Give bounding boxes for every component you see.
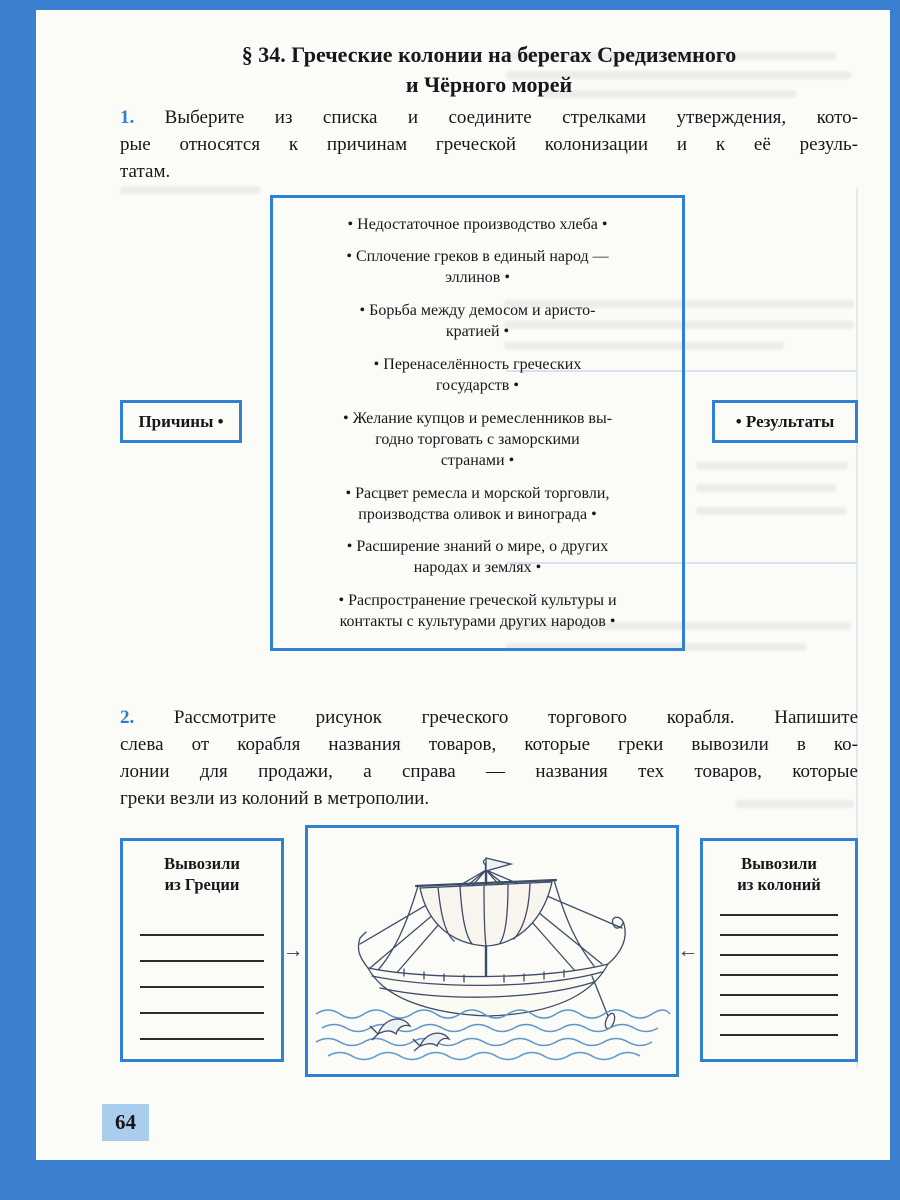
causes-box[interactable]: Причины • (120, 400, 242, 443)
answer-blank-line[interactable] (140, 960, 263, 962)
answer-blank-line[interactable] (720, 974, 839, 976)
statement-item[interactable]: • Желание купцов и ремесленников вы- годно торговать с заморскими странами • (285, 408, 670, 471)
imports-title-line2: из колоний (737, 875, 821, 895)
statements-box (270, 195, 685, 651)
exports-box (120, 838, 284, 1062)
results-box[interactable]: • Результаты (712, 400, 858, 443)
exports-title-line2: из Греции (164, 875, 240, 895)
statement-item[interactable]: • Борьба между демосом и аристо- кратией • (285, 300, 670, 342)
task2-text (120, 705, 858, 813)
answer-blank-line[interactable] (720, 994, 839, 996)
answer-blank-line[interactable] (720, 1034, 839, 1036)
paragraph-line: рые относятся к причинам греческой колонизации и к её резуль- (120, 133, 858, 155)
bleed-through-artifact (696, 507, 846, 515)
paragraph-line: греки везли из колоний в метрополии. (120, 787, 430, 809)
paragraph-line: слева от корабля названия товаров, которые греки вывозили в ко- (120, 733, 858, 755)
answer-blank-line[interactable] (140, 986, 263, 988)
imports-box (700, 838, 858, 1062)
answer-blank-line[interactable] (720, 1014, 839, 1016)
answer-blank-line[interactable] (720, 934, 839, 936)
bleed-through-artifact (696, 462, 848, 470)
ship-image-box (305, 825, 679, 1077)
paragraph-line: татам. (120, 160, 171, 182)
statement-item[interactable]: • Перенаселённость греческих государств • (285, 354, 670, 396)
bleed-through-artifact (120, 186, 260, 194)
imports-box-title (703, 853, 855, 896)
arrow-exports-to-ship-icon: → (282, 938, 304, 962)
paragraph-line: 1. Выберите из списка и соедините стрелками утверждения, кото- (120, 107, 858, 128)
answer-blank-line[interactable] (720, 954, 839, 956)
statement-item[interactable]: • Распространение греческой культуры и контакты с культурами других народов • (285, 590, 670, 632)
statements-list (273, 198, 682, 648)
exports-title-line1: Вывозили (164, 854, 240, 873)
answer-blank-line[interactable] (140, 1012, 263, 1014)
page-title (120, 40, 858, 99)
statement-item[interactable]: • Расширение знаний о мире, о других народах и землях • (285, 536, 670, 578)
task-number: 2. (120, 707, 174, 728)
paragraph-line: 2. Рассмотрите рисунок греческого торгового корабля. Напишите (120, 707, 859, 728)
answer-blank-line[interactable] (140, 1038, 263, 1040)
task1-text (120, 105, 858, 186)
workbook-page (36, 10, 890, 1160)
paragraph-line: лонии для продажи, а справа — названия тех товаров, которые (120, 760, 858, 782)
answer-blank-line[interactable] (720, 914, 839, 916)
ship-illustration (308, 828, 676, 1074)
answer-blank-line[interactable] (140, 934, 263, 936)
statement-item[interactable]: • Недостаточное производство хлеба • (285, 214, 670, 235)
imports-blanks (703, 914, 855, 1036)
exports-blanks (123, 934, 281, 1040)
exports-box-title (123, 853, 281, 896)
page-number: 64 (102, 1104, 149, 1141)
statement-item[interactable]: • Расцвет ремесла и морской торговли, производства оливок и винограда • (285, 483, 670, 525)
statement-item[interactable]: • Сплочение греков в единый народ — эллинов • (285, 246, 670, 288)
page-title-line1: § 34. Греческие колонии на берегах Средиземного (241, 42, 737, 67)
task-number: 1. (120, 107, 165, 128)
imports-title-line1: Вывозили (741, 854, 817, 873)
page-title-line2: и Чёрного морей (405, 71, 573, 97)
arrow-imports-to-ship-icon: ← (677, 938, 699, 962)
bleed-through-artifact (696, 484, 836, 492)
